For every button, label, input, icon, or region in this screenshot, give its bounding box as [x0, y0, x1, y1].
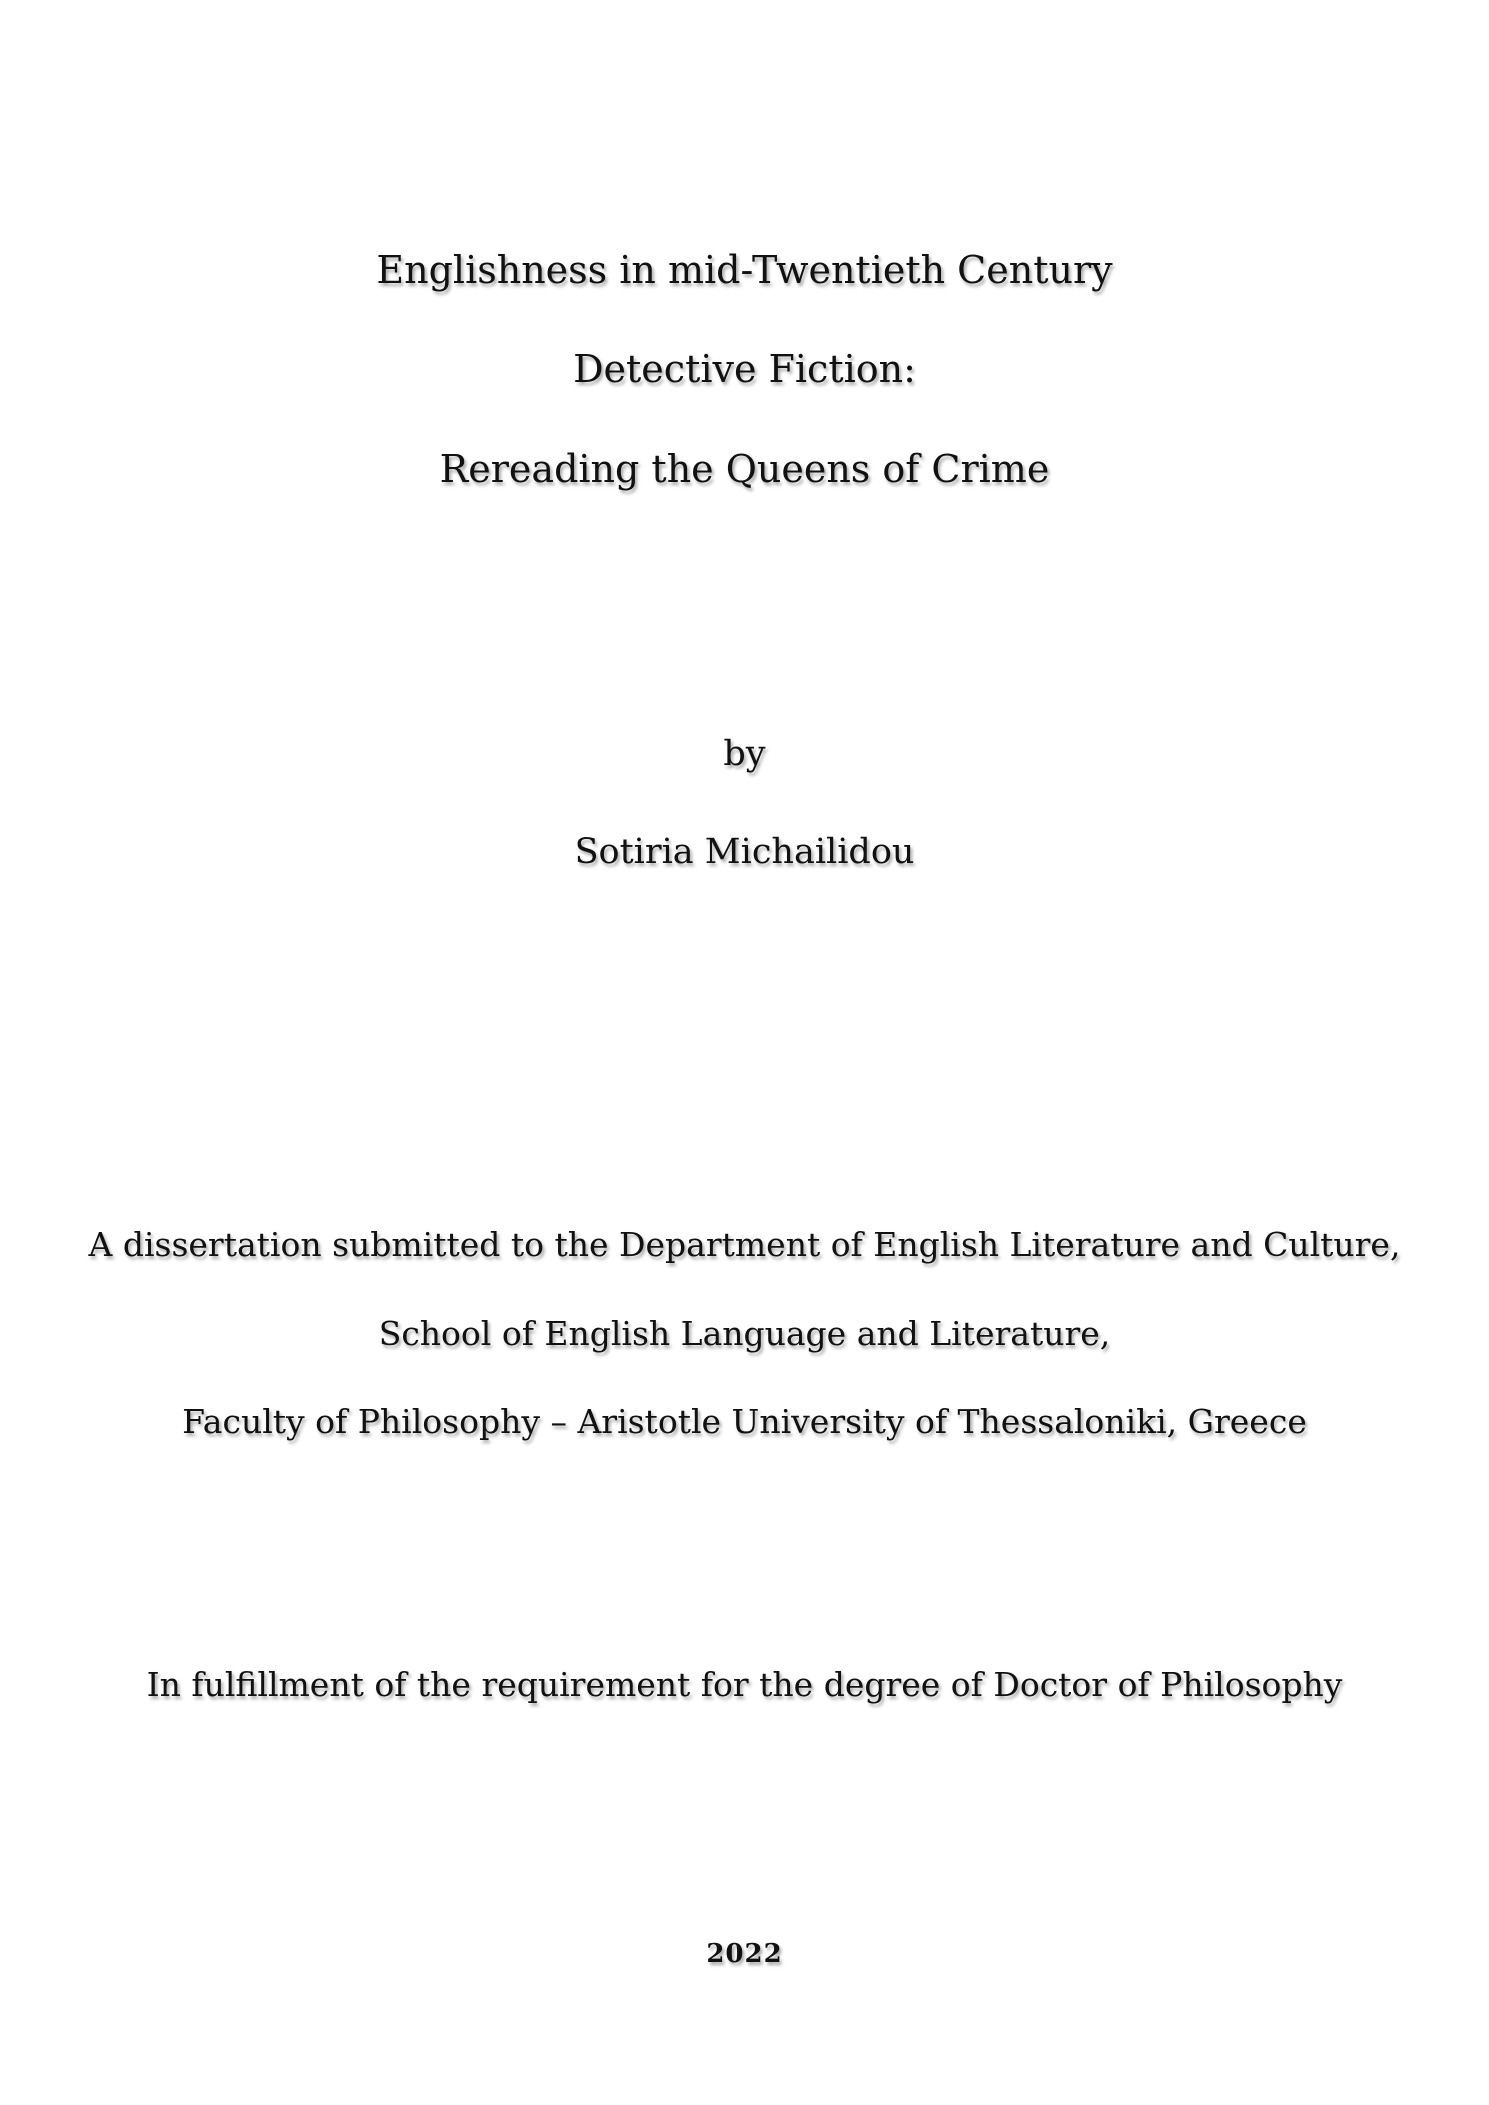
submission-line-2: School of English Language and Literature,: [378, 1314, 1111, 1353]
by-label: by: [723, 734, 766, 774]
title-line-2: Detective Fiction:: [573, 347, 916, 391]
author-name: Sotiria Michailidou: [574, 832, 915, 872]
submission-line-1: A dissertation submitted to the Department of English Literature and Culture,: [88, 1225, 1401, 1264]
title-line-3: Rereading the Queens of Crime: [439, 447, 1050, 491]
title-line-1: Englishness in mid-Twentieth Century: [376, 248, 1113, 292]
submission-line-3: Faculty of Philosophy – Aristotle University of Thessaloniki, Greece: [182, 1402, 1307, 1441]
year: 2022: [706, 1939, 783, 1969]
fulfillment-statement: In fulfillment of the requirement for the degree of Doctor of Philosophy: [146, 1665, 1343, 1704]
